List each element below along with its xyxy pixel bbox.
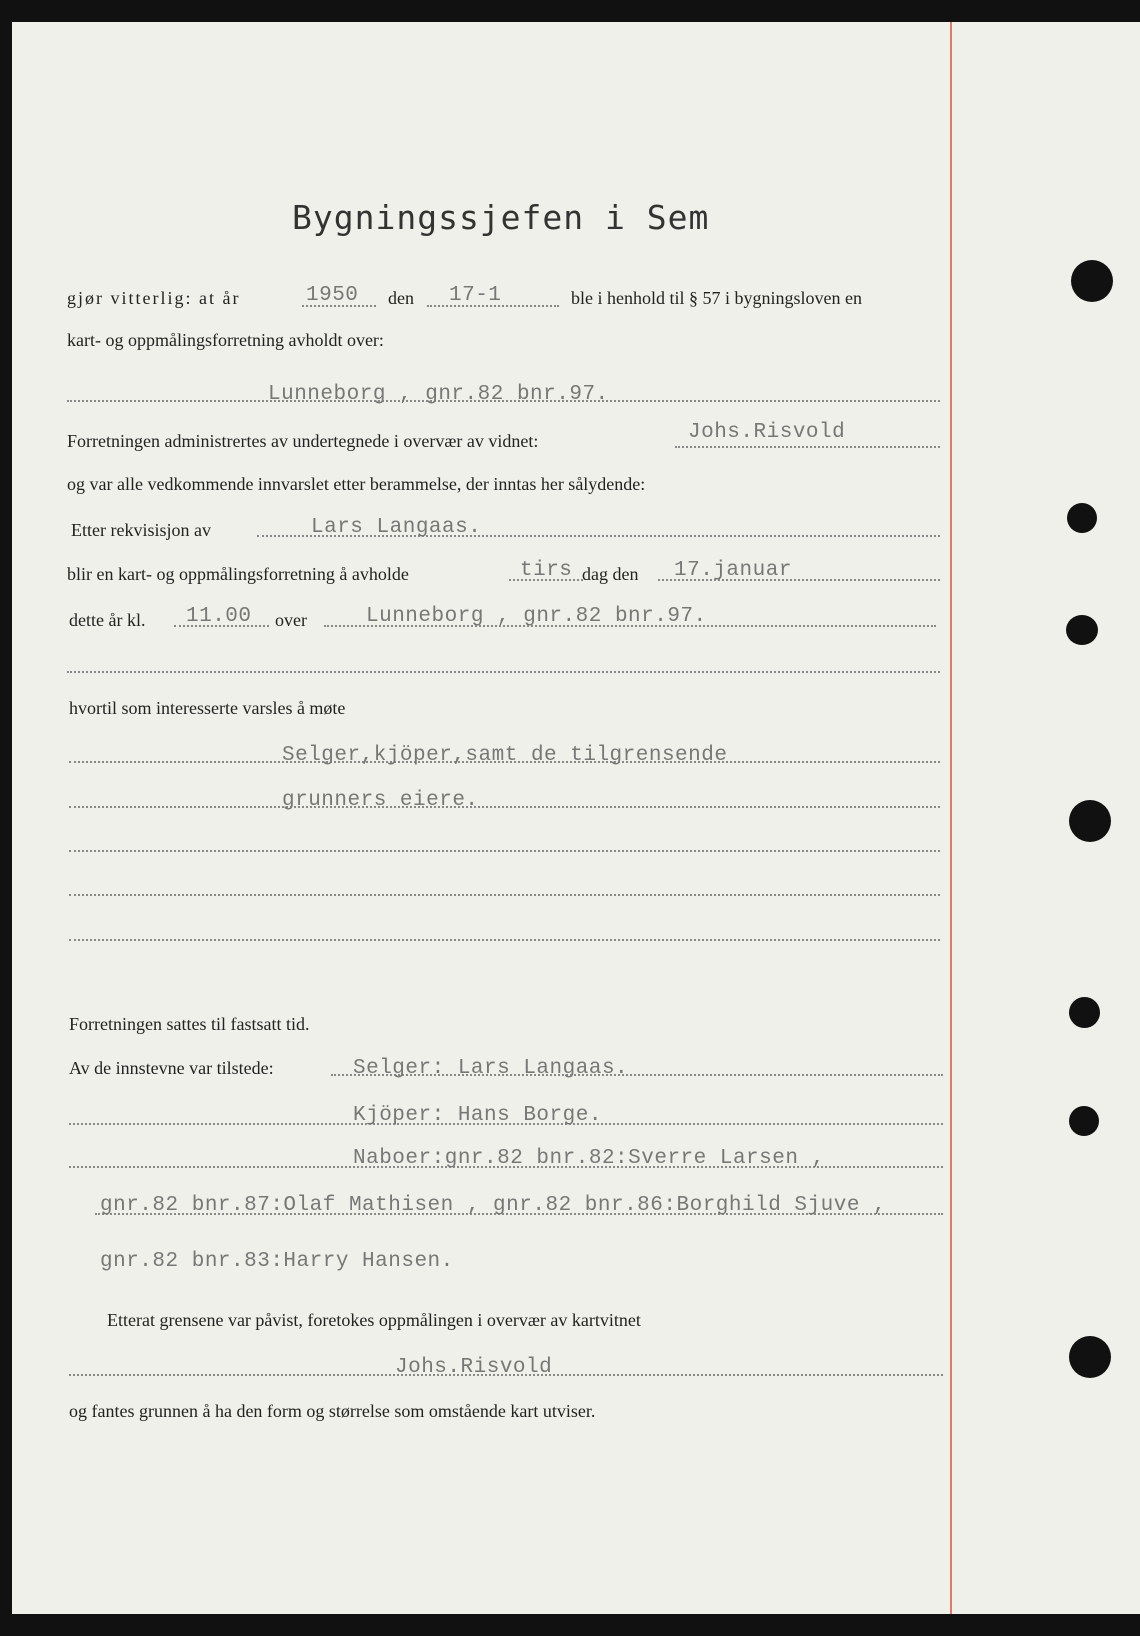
time-value: 11.00: [186, 605, 252, 628]
punch-hole-icon: [1069, 800, 1111, 842]
map-witness: Johs.Risvold: [395, 1356, 553, 1379]
punch-hole-icon: [1069, 1106, 1099, 1136]
year-value: 1950: [306, 284, 359, 307]
requisition-name: Lars Langaas.: [311, 516, 482, 539]
fill-line: [69, 939, 940, 941]
summoned-line: grunners eiere.: [282, 789, 479, 812]
present-line: gnr.82 bnr.83:Harry Hansen.: [100, 1250, 454, 1273]
punch-hole-icon: [1066, 615, 1098, 645]
intro-prefix: gjør vitterlig: at år: [67, 288, 241, 308]
summoned-line: Selger,kjöper,samt de tilgrensende: [282, 744, 728, 767]
schedule-date: 17.januar: [674, 559, 792, 582]
present-label: Av de innstevne var tilstede:: [69, 1058, 274, 1078]
punch-hole-icon: [1067, 503, 1097, 533]
present-line: Kjöper: Hans Borge.: [353, 1104, 602, 1127]
notice-text: og var alle vedkommende innvarslet etter berammelse, der inntas her sålydende:: [67, 474, 646, 494]
fill-line: [69, 894, 940, 896]
margin-line: [950, 22, 952, 1614]
punch-hole-icon: [1071, 260, 1113, 302]
witness-value: Johs.Risvold: [688, 421, 846, 444]
fill-line: [69, 850, 940, 852]
summoned-label: hvortil som interesserte varsles å møte: [69, 698, 346, 718]
fill-line: [675, 446, 940, 448]
punch-hole-icon: [1069, 997, 1100, 1028]
intro-suffix: ble i henhold til § 57 i bygningsloven en: [571, 288, 862, 308]
present-line: Selger: Lars Langaas.: [353, 1057, 629, 1080]
administered-label: Forretningen administrertes av undertegnede i overvær av vidnet:: [67, 431, 539, 451]
requisition-label: Etter rekvisisjon av: [71, 520, 211, 540]
intro-line2: kart- og oppmålingsforretning avholdt over:: [67, 330, 384, 350]
property-value: Lunneborg , gnr.82 bnr.97.: [268, 383, 609, 406]
schedule-mid: dag den: [582, 564, 639, 584]
punch-hole-icon: [1069, 1336, 1111, 1378]
held-text: Forretningen sattes til fastsatt tid.: [69, 1014, 310, 1034]
closing-text: og fantes grunnen å ha den form og størrelse som omstående kart utviser.: [69, 1401, 596, 1421]
page-title: Bygningssjefen i Sem: [292, 198, 710, 237]
fill-line: [69, 806, 940, 808]
over-label: over: [275, 610, 307, 630]
scan-border: [0, 1614, 1140, 1636]
time-prefix: dette år kl.: [69, 610, 146, 630]
fill-line: [67, 671, 940, 673]
den-label: den: [388, 288, 414, 308]
schedule-prefix: blir en kart- og oppmålingsforretning å avholde: [67, 564, 409, 584]
schedule-day: tirs: [520, 559, 573, 582]
date-value: 17-1: [449, 284, 502, 307]
present-line: Naboer:gnr.82 bnr.82:Sverre Larsen ,: [353, 1147, 825, 1170]
time-place: Lunneborg , gnr.82 bnr.97.: [366, 605, 707, 628]
after-text: Etterat grensene var påvist, foretokes oppmålingen i overvær av kartvitnet: [107, 1310, 641, 1330]
present-line: gnr.82 bnr.87:Olaf Mathisen , gnr.82 bnr.86:Borghild Sjuve ,: [100, 1194, 887, 1217]
